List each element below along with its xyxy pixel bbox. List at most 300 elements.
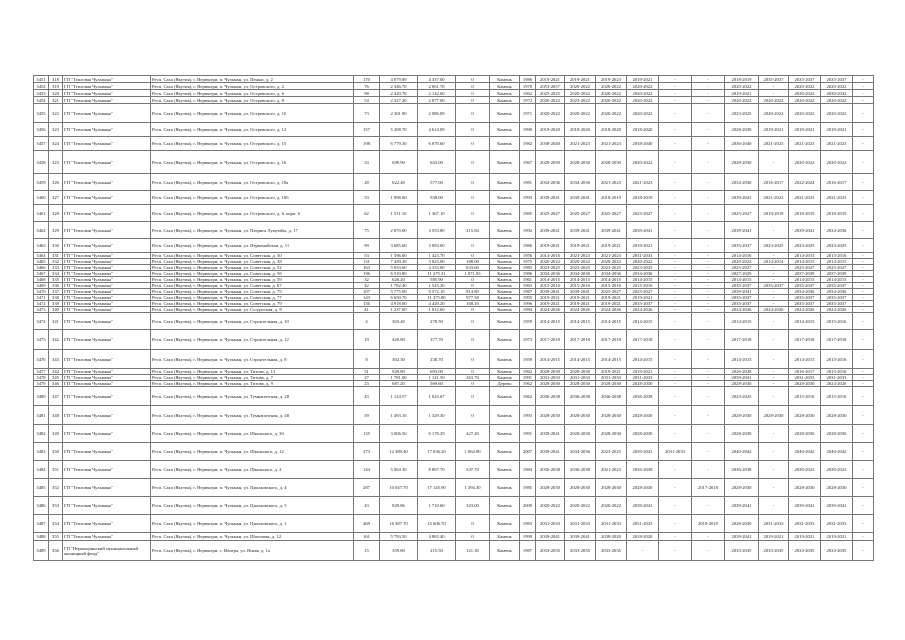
table-cell: 2019-2021 bbox=[565, 239, 596, 253]
table-cell: 1991 bbox=[520, 425, 536, 443]
table-cell: Камень bbox=[490, 313, 520, 330]
table-cell: ГП "Тепловая Чульмана" bbox=[63, 313, 151, 330]
table-cell: - bbox=[659, 205, 692, 222]
table-cell: - bbox=[853, 265, 874, 271]
table-cell: 1961 bbox=[520, 277, 536, 283]
table-cell: 2028-2030 bbox=[627, 425, 659, 443]
table-cell: 3468 bbox=[34, 277, 49, 283]
table-cell: 2028-2030 bbox=[596, 381, 627, 387]
table-cell: 344 bbox=[49, 369, 63, 375]
table-cell: ГП "Тепловая Чульмана" bbox=[63, 369, 151, 375]
table-cell: - bbox=[692, 259, 725, 265]
table-cell: Респ. Саха (Якутия), г. Нерюнгри, п. Чульман, ул. Шахтовая, д. 12 bbox=[151, 533, 354, 541]
table-cell: ГП "Тепловая Чульмана" bbox=[63, 289, 151, 295]
table-cell: - bbox=[692, 533, 725, 541]
table-cell: 2019-2021 bbox=[759, 533, 789, 541]
table-cell: 2021-2023 bbox=[789, 191, 821, 205]
table-cell: - bbox=[692, 443, 725, 461]
table-cell: 2025-2027 bbox=[596, 205, 627, 222]
table-cell: - bbox=[692, 277, 725, 283]
table-cell: 2035-2037 bbox=[725, 283, 759, 289]
table-cell: 2028-2030 bbox=[725, 406, 759, 425]
table-cell: 1983 bbox=[520, 265, 536, 271]
table-cell: 1963 bbox=[520, 283, 536, 289]
table-cell: 1985 bbox=[520, 479, 536, 497]
table-cell: 2038-2040 bbox=[627, 137, 659, 151]
table-cell: - bbox=[659, 425, 692, 443]
table-cell: 8 867.70 bbox=[418, 461, 456, 479]
table-cell: 161 bbox=[354, 533, 380, 541]
table-cell: 2039-2041 bbox=[596, 222, 627, 239]
table-cell: - bbox=[853, 515, 874, 533]
table-cell: 1 782.40 bbox=[380, 283, 418, 289]
table-cell: ГП "Тепловая Чульмана" bbox=[63, 387, 151, 406]
table-cell: 814.80 bbox=[456, 289, 490, 295]
table-cell: 2020-2022 bbox=[821, 83, 853, 90]
table-cell: 2028-2030 bbox=[821, 425, 853, 443]
table-cell: - bbox=[659, 265, 692, 271]
table-cell: 3481 bbox=[34, 406, 49, 425]
table-cell: 2028-2030 bbox=[536, 369, 565, 375]
table-cell: - bbox=[692, 239, 725, 253]
table-cell: 336 bbox=[49, 283, 63, 289]
table-cell: 9 572.10 bbox=[418, 289, 456, 295]
table-cell: 2020-2022 bbox=[789, 461, 821, 479]
table-cell: 3 023.00 bbox=[418, 259, 456, 265]
table-cell: - bbox=[659, 283, 692, 289]
table-cell: 2028-2030 bbox=[596, 406, 627, 425]
table-cell: 2031-2033 bbox=[659, 443, 692, 461]
table-cell: 238.70 bbox=[418, 350, 456, 369]
table-cell: 2014-2015 bbox=[627, 277, 659, 283]
table-cell: - bbox=[853, 301, 874, 307]
table-cell: - bbox=[659, 123, 692, 137]
table-cell: 157 bbox=[354, 123, 380, 137]
table-cell: 2028-2030 bbox=[536, 479, 565, 497]
table-cell: Камень bbox=[490, 387, 520, 406]
table-cell: 2015-2016 bbox=[821, 387, 853, 406]
table-cell: 0 bbox=[456, 97, 490, 104]
table-cell: 2014-2015 bbox=[627, 350, 659, 369]
table-cell: 2020-2022 bbox=[821, 461, 853, 479]
table-cell: 2020-2022 bbox=[789, 151, 821, 174]
table-cell: 2035-2037 bbox=[725, 295, 759, 301]
table-cell: 2028-2030 bbox=[536, 406, 565, 425]
table-cell: 2028-2030 bbox=[725, 515, 759, 533]
table-cell: - bbox=[659, 97, 692, 104]
table-cell: 2023-2025 bbox=[627, 265, 659, 271]
table-cell: Респ. Саха (Якутия), г. Нерюнгри, п. Чульман, ул. Циолковского, д. 4 bbox=[151, 479, 354, 497]
table-cell: 1956 bbox=[520, 253, 536, 259]
table-cell: 359.80 bbox=[380, 541, 418, 561]
table-cell: 337 bbox=[49, 289, 63, 295]
table-cell: 0 bbox=[456, 137, 490, 151]
table-cell: 3457 bbox=[34, 137, 49, 151]
table-cell: 1987 bbox=[520, 541, 536, 561]
table-cell: 2039-2041 bbox=[536, 425, 565, 443]
table-cell: 2025-2025 bbox=[536, 90, 565, 97]
table-row bbox=[34, 97, 874, 104]
table-cell: 320 bbox=[49, 90, 63, 97]
table-cell: Респ. Саха (Якутия), г. Нерюнгри, п. Чульман, ул. Островского, д. 18б bbox=[151, 191, 354, 205]
table-row bbox=[34, 533, 874, 541]
table-cell: 2017-2018 bbox=[536, 330, 565, 350]
table-cell: ГП "Тепловая Чульмана" bbox=[63, 191, 151, 205]
table-row bbox=[34, 515, 874, 533]
table-cell: - bbox=[659, 301, 692, 307]
table-cell: 2025-2027 bbox=[627, 289, 659, 295]
table-cell: 2016-2017 bbox=[821, 174, 853, 191]
table-cell: Респ. Саха (Якутия), г. Нерюнгри, п. Чульман, ул. Островского, д. 6 bbox=[151, 90, 354, 97]
table-cell: 3472 bbox=[34, 301, 49, 307]
table-cell: 0 bbox=[456, 406, 490, 425]
table-cell: - bbox=[659, 239, 692, 253]
table-cell: 1991 bbox=[520, 375, 536, 381]
table-cell: 2035-2037 bbox=[725, 301, 759, 307]
table-cell: 2025-2027 bbox=[789, 265, 821, 271]
table-cell: 1986 bbox=[520, 76, 536, 83]
table-cell: 2014-2015 bbox=[789, 259, 821, 265]
table-cell: ГП "Тепловая Чульмана" bbox=[63, 104, 151, 123]
table-cell: - bbox=[692, 76, 725, 83]
table-cell: 2034-2036 bbox=[725, 174, 759, 191]
table-cell: 1 023.67 bbox=[418, 387, 456, 406]
table-cell: 2019-2021 bbox=[627, 239, 659, 253]
table-cell: 1982 bbox=[520, 137, 536, 151]
table-cell: 2028-2030 bbox=[596, 479, 627, 497]
table-cell: 2035-2037 bbox=[789, 76, 821, 83]
table-row bbox=[34, 406, 874, 425]
table-cell: 2033-2035 bbox=[789, 541, 821, 561]
table-cell: 2018-2019 bbox=[789, 205, 821, 222]
table-cell: 547.70 bbox=[456, 461, 490, 479]
table-cell: - bbox=[759, 443, 789, 461]
table-cell: 2034-2036 bbox=[565, 271, 596, 277]
table-cell: 349 bbox=[49, 425, 63, 443]
table-cell: - bbox=[853, 277, 874, 283]
table-row bbox=[34, 497, 874, 515]
table-cell: Камень bbox=[490, 330, 520, 350]
table-cell: 2039-2041 bbox=[536, 443, 565, 461]
table-cell: 2019-2021 bbox=[759, 123, 789, 137]
table-cell: - bbox=[659, 307, 692, 313]
table-cell: 2019-2021 bbox=[821, 533, 853, 541]
table-cell: 340 bbox=[49, 307, 63, 313]
table-cell: - bbox=[759, 90, 789, 97]
table-cell: 2014-2015 bbox=[725, 313, 759, 330]
table-cell: 1 141.50 bbox=[418, 375, 456, 381]
table-cell: 0 bbox=[456, 387, 490, 406]
table-cell: ГП "Тепловая Чульмана" bbox=[63, 97, 151, 104]
table-cell: 2014-2015 bbox=[725, 350, 759, 369]
table-cell: 3459 bbox=[34, 174, 49, 191]
table-cell: - bbox=[759, 265, 789, 271]
table-cell: 2039-2041 bbox=[789, 222, 821, 239]
table-cell: - bbox=[853, 289, 874, 295]
table-cell: 1971 bbox=[520, 104, 536, 123]
table-cell: Респ. Саха (Якутия), г. Нерюнгри, п. Чульман, ул. Островского, д. 15 bbox=[151, 137, 354, 151]
table-cell: 2039-2041 bbox=[821, 497, 853, 515]
table-cell: - bbox=[759, 277, 789, 283]
table-cell: 2014-2015 bbox=[565, 277, 596, 283]
table-cell: 2019-2021 bbox=[789, 533, 821, 541]
table-cell: 339 bbox=[49, 301, 63, 307]
table-cell: 2015-2016 bbox=[821, 253, 853, 259]
table-cell: 2039-2041 bbox=[627, 443, 659, 461]
table-cell: 2028-2030 bbox=[789, 406, 821, 425]
table-cell: 2018-2019 bbox=[692, 515, 725, 533]
table-cell: 2025-2027 bbox=[725, 265, 759, 271]
table-cell: - bbox=[759, 301, 789, 307]
table-cell: 198 bbox=[354, 137, 380, 151]
table-cell: 920.80 bbox=[380, 369, 418, 375]
table-cell: 1 511.10 bbox=[380, 205, 418, 222]
table-cell: 2028-2030 bbox=[565, 151, 596, 174]
table-cell: 2018-2019 bbox=[725, 76, 759, 83]
table-cell: - bbox=[659, 90, 692, 97]
table-cell: 2018-2020 bbox=[627, 533, 659, 541]
table-cell: Респ. Саха (Якутия), г. Нерюнгри, п. Чульман, ул. Советская, д. 38 bbox=[151, 259, 354, 265]
table-cell: - bbox=[853, 479, 874, 497]
table-cell: 346 bbox=[49, 381, 63, 387]
table-cell: 51 bbox=[354, 369, 380, 375]
table-cell: Камень bbox=[490, 239, 520, 253]
table-cell: 2015-2016 bbox=[536, 283, 565, 289]
table-cell: 323 bbox=[49, 123, 63, 137]
table-cell: 1999 bbox=[520, 533, 536, 541]
table-cell: 3479 bbox=[34, 381, 49, 387]
table-cell: 2014-2015 bbox=[536, 313, 565, 330]
table-cell: - bbox=[659, 137, 692, 151]
table-cell: Респ. Саха (Якутия), г. Нерюнгри, п. Чульман, ул. Школьного, д. 2 bbox=[151, 461, 354, 479]
table-cell: - bbox=[853, 239, 874, 253]
table-cell: - bbox=[853, 350, 874, 369]
table-cell: 215.84 bbox=[456, 222, 490, 239]
table-cell: 0 bbox=[456, 307, 490, 313]
table-cell: 1 237.00 bbox=[380, 307, 418, 313]
table-cell: - bbox=[853, 295, 874, 301]
table-cell: 3460 bbox=[34, 191, 49, 205]
table-cell: - bbox=[659, 151, 692, 174]
table-cell: 3485 bbox=[34, 479, 49, 497]
table-row bbox=[34, 479, 874, 497]
table-cell: 2018-2020 bbox=[627, 123, 659, 137]
table-cell: ГП "Тепловая Чульмана" bbox=[63, 443, 151, 461]
table-cell: 2025-2027 bbox=[627, 205, 659, 222]
table-cell: Респ. Саха (Якутия), г. Нерюнгри, п. Чульман, ул. Солдатская, д. 8 bbox=[151, 307, 354, 313]
table-cell: 2020-2022 bbox=[565, 259, 596, 265]
table-cell: Респ. Саха (Якутия), г. Нерюнгри, п. Чульман, ул. Титова, д. 13 bbox=[151, 369, 354, 375]
table-cell: 2020-2022 bbox=[789, 90, 821, 97]
table-cell: 2023-2025 bbox=[596, 443, 627, 461]
table-cell: Респ. Саха (Якутия), г. Нерюнгри, п. Чульман, ул. Патриса Лумумбы, д. 17 bbox=[151, 222, 354, 239]
table-cell: 2031-2033 bbox=[789, 515, 821, 533]
table-cell: Камень bbox=[490, 222, 520, 239]
table-cell: 2025-2027 bbox=[596, 289, 627, 295]
table-cell: 2033-2035 bbox=[821, 541, 853, 561]
table-row bbox=[34, 541, 874, 561]
table-cell: 2021-2023 bbox=[596, 137, 627, 151]
table-cell: 17 036.20 bbox=[418, 443, 456, 461]
table-cell: 196 bbox=[354, 271, 380, 277]
table-cell: - bbox=[692, 497, 725, 515]
table-cell: - bbox=[853, 369, 874, 375]
table-cell: 2020-2022 bbox=[596, 97, 627, 104]
table-cell: 2036-2038 bbox=[536, 461, 565, 479]
table-cell: 2028-2030 bbox=[565, 425, 596, 443]
table-row bbox=[34, 387, 874, 406]
table-cell: 131 bbox=[354, 259, 380, 265]
table-cell: 2018-2020 bbox=[596, 123, 627, 137]
table-cell: 2017-2018 bbox=[565, 330, 596, 350]
table-cell: 2028-2030 bbox=[565, 369, 596, 375]
table-cell: 2021-2023 bbox=[596, 461, 627, 479]
table-cell: 2024-2026 bbox=[821, 381, 853, 387]
table-cell: 5 208.70 bbox=[380, 123, 418, 137]
table-cell: 569.60 bbox=[418, 381, 456, 387]
table-row bbox=[34, 443, 874, 461]
table-cell: - bbox=[759, 479, 789, 497]
table-cell: 2038-2040 bbox=[536, 137, 565, 151]
table-row bbox=[34, 90, 874, 97]
table-cell: 16 387.70 bbox=[380, 515, 418, 533]
table-cell: 4 614.09 bbox=[418, 123, 456, 137]
table-row bbox=[34, 205, 874, 222]
table-cell: - bbox=[853, 533, 874, 541]
table-cell: 1990 bbox=[520, 123, 536, 137]
table-cell: 1986 bbox=[520, 239, 536, 253]
table-cell: 2033-2035 bbox=[725, 541, 759, 561]
table-cell: 2031-2033 bbox=[627, 375, 659, 381]
table-cell: - bbox=[692, 375, 725, 381]
table-cell: 2024-2026 bbox=[789, 307, 821, 313]
table-cell: 2028-2030 bbox=[725, 381, 759, 387]
table-cell: 348 bbox=[49, 406, 63, 425]
table-row bbox=[34, 123, 874, 137]
table-cell: 4 420.20 bbox=[418, 301, 456, 307]
table-cell: 6 779.30 bbox=[380, 137, 418, 151]
table-cell: 43 bbox=[354, 387, 380, 406]
table-cell: 2015-2016 bbox=[821, 313, 853, 330]
table-cell: 0 bbox=[456, 381, 490, 387]
table-cell: 2034-2036 bbox=[627, 271, 659, 277]
table-cell: 699.90 bbox=[380, 151, 418, 174]
table-cell: - bbox=[692, 350, 725, 369]
table-cell: 2015-2016 bbox=[789, 387, 821, 406]
table-cell: 2020-2022 bbox=[759, 104, 789, 123]
table-cell: 1 329.30 bbox=[418, 406, 456, 425]
table-cell: 2020-2022 bbox=[627, 259, 659, 265]
table-cell: - bbox=[853, 123, 874, 137]
table-cell: 2035-2037 bbox=[627, 301, 659, 307]
table-cell: Камень bbox=[490, 289, 520, 295]
table-cell: 3 006.50 bbox=[380, 425, 418, 443]
table-cell: 2023-2025 bbox=[565, 265, 596, 271]
table-cell: 2014-2015 bbox=[596, 277, 627, 283]
table-cell: 327 bbox=[49, 191, 63, 205]
table-cell: 0 bbox=[456, 123, 490, 137]
table-cell: 2023-2025 bbox=[759, 239, 789, 253]
table-cell: Камень bbox=[490, 350, 520, 369]
table-cell: 687.20 bbox=[380, 381, 418, 387]
table-cell: 2028-2030 bbox=[565, 406, 596, 425]
table-cell: 3453 bbox=[34, 90, 49, 97]
table-cell: 3452 bbox=[34, 83, 49, 90]
table-cell: Респ. Саха (Якутия), г. Нерюнгри, п. Чульман, ул. Строительная, д. 8 bbox=[151, 350, 354, 369]
table-cell: 2019-2021 bbox=[596, 295, 627, 301]
table-cell: 1 543.20 bbox=[418, 283, 456, 289]
table-cell: 2014-2015 bbox=[565, 313, 596, 330]
table-cell: ГП "Тепловая Чульмана" bbox=[63, 174, 151, 191]
table-cell: - bbox=[692, 151, 725, 174]
table-cell: Камень bbox=[490, 369, 520, 375]
table-cell: 350 bbox=[49, 443, 63, 461]
table-cell: 2020-2022 bbox=[627, 97, 659, 104]
table-cell: Респ. Саха (Якутия), г. Нерюнгри, п. Чульман, ул. Советская, д. 52 bbox=[151, 265, 354, 271]
table-cell: 1 124.57 bbox=[380, 387, 418, 406]
table-cell: 33 bbox=[354, 151, 380, 174]
table-cell: 2028-2030 bbox=[596, 151, 627, 174]
table-cell: 2020-2022 bbox=[565, 104, 596, 123]
table-cell: 2020-2022 bbox=[627, 83, 659, 90]
table-cell: 2028-2030 bbox=[789, 479, 821, 497]
table-cell: 2014-2015 bbox=[565, 350, 596, 369]
table-cell: Респ. Саха (Якутия), г. Нерюнгри, п. Чульман, ул. Советская, д. 77 bbox=[151, 295, 354, 301]
table-cell: 2039-2041 bbox=[536, 533, 565, 541]
table-cell: 333 bbox=[49, 265, 63, 271]
table-cell: 3474 bbox=[34, 313, 49, 330]
table-cell: - bbox=[692, 387, 725, 406]
table-cell: Камень bbox=[490, 301, 520, 307]
table-cell: Респ. Саха (Якутия), г. Нерюнгри, п. Чульман, ул. Советская, д. 79 bbox=[151, 301, 354, 307]
table-cell: 0 bbox=[456, 83, 490, 90]
table-cell: 2039-2041 bbox=[536, 191, 565, 205]
table-cell: 2030-2032 bbox=[821, 90, 853, 97]
table-cell: - bbox=[853, 497, 874, 515]
table-cell: 0 bbox=[456, 104, 490, 123]
table-cell: 2025-2027 bbox=[821, 265, 853, 271]
table-cell: 59 bbox=[354, 406, 380, 425]
table-cell: - bbox=[692, 369, 725, 375]
table-cell: Камень bbox=[490, 137, 520, 151]
table-cell: ГП "Тепловая Чульмана" bbox=[63, 265, 151, 271]
table-row bbox=[34, 83, 874, 90]
table-cell: ГП "Тепловая Чульмана" bbox=[63, 151, 151, 174]
table-cell: 2018-2019 bbox=[821, 205, 853, 222]
table-cell: 2020-2022 bbox=[536, 259, 565, 265]
table-cell: 2022-2024 bbox=[789, 174, 821, 191]
table-cell: - bbox=[692, 307, 725, 313]
table-cell: 2000 bbox=[520, 497, 536, 515]
table-cell: 2020-2022 bbox=[627, 151, 659, 174]
table-cell: - bbox=[692, 301, 725, 307]
table-cell: - bbox=[853, 76, 874, 83]
table-cell: Камень bbox=[490, 295, 520, 301]
table-cell: Камень bbox=[490, 277, 520, 283]
table-cell: - bbox=[692, 265, 725, 271]
table-cell: 2020-2022 bbox=[627, 90, 659, 97]
table-cell: - bbox=[659, 461, 692, 479]
table-cell: - bbox=[759, 271, 789, 277]
table-cell: 1959 bbox=[520, 313, 536, 330]
table-cell: - bbox=[692, 283, 725, 289]
table-cell: ГП "Тепловая Чульмана" bbox=[63, 307, 151, 313]
table-cell: Камень bbox=[490, 515, 520, 533]
table-cell: ГП "Тепловая Чульмана" bbox=[63, 375, 151, 381]
table-cell: 1984 bbox=[520, 307, 536, 313]
table-cell: 325 bbox=[49, 151, 63, 174]
table-cell: 2025-2027 bbox=[536, 205, 565, 222]
